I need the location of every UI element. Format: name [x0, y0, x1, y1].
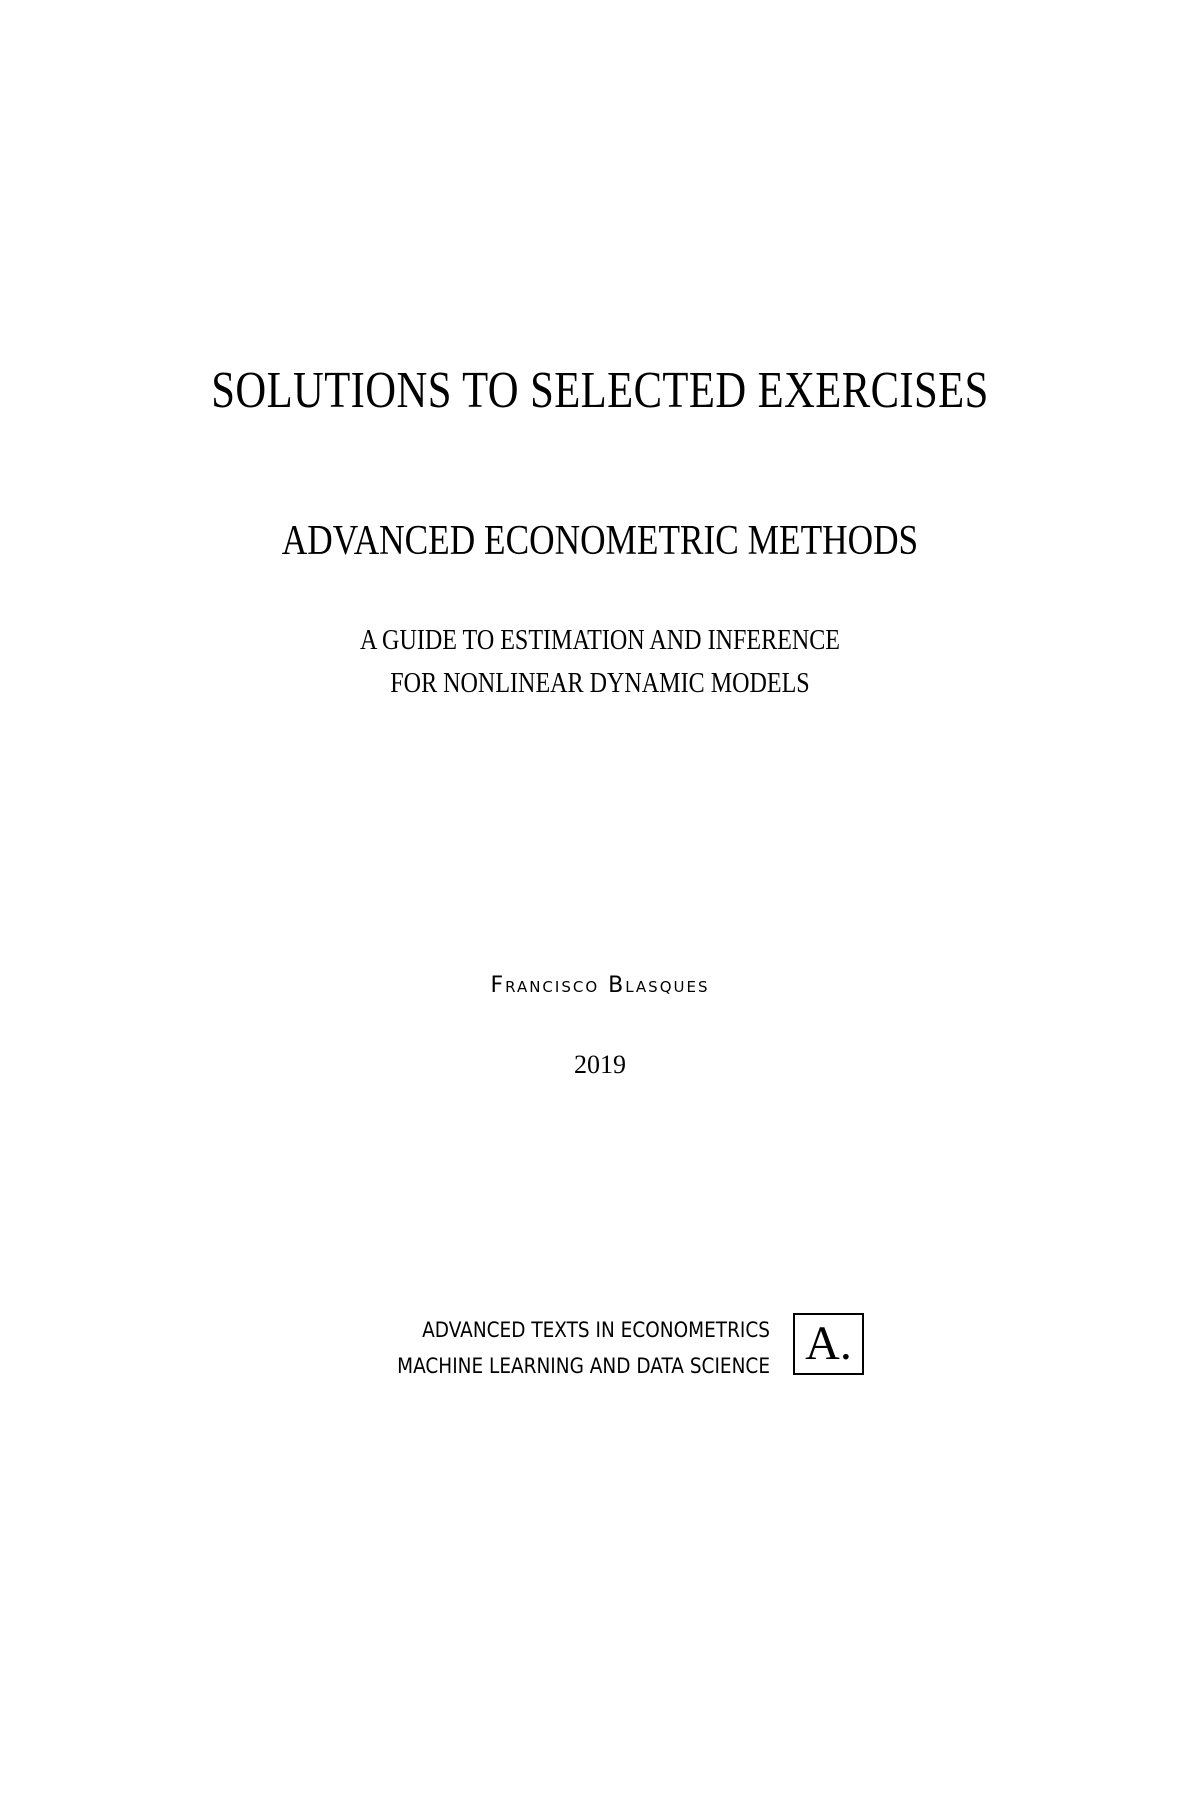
subtitle-line-2: FOR NONLINEAR DYNAMIC MODELS: [390, 668, 810, 699]
series-logo-text: A.: [805, 1317, 852, 1370]
document-title: SOLUTIONS TO SELECTED EXERCISES: [211, 362, 989, 419]
series-logo: [793, 1313, 864, 1375]
series-line-1: ADVANCED TEXTS IN ECONOMETRICS: [422, 1318, 770, 1342]
series-line-2: MACHINE LEARNING AND DATA SCIENCE: [397, 1354, 770, 1378]
publication-year: 2019: [574, 1050, 626, 1079]
author-name: Francisco Blasques: [490, 973, 710, 998]
book-title: ADVANCED ECONOMETRIC METHODS: [281, 518, 919, 564]
series-name: [300, 1312, 770, 1384]
subtitle-line-1: A GUIDE TO ESTIMATION AND INFERENCE: [359, 625, 841, 656]
